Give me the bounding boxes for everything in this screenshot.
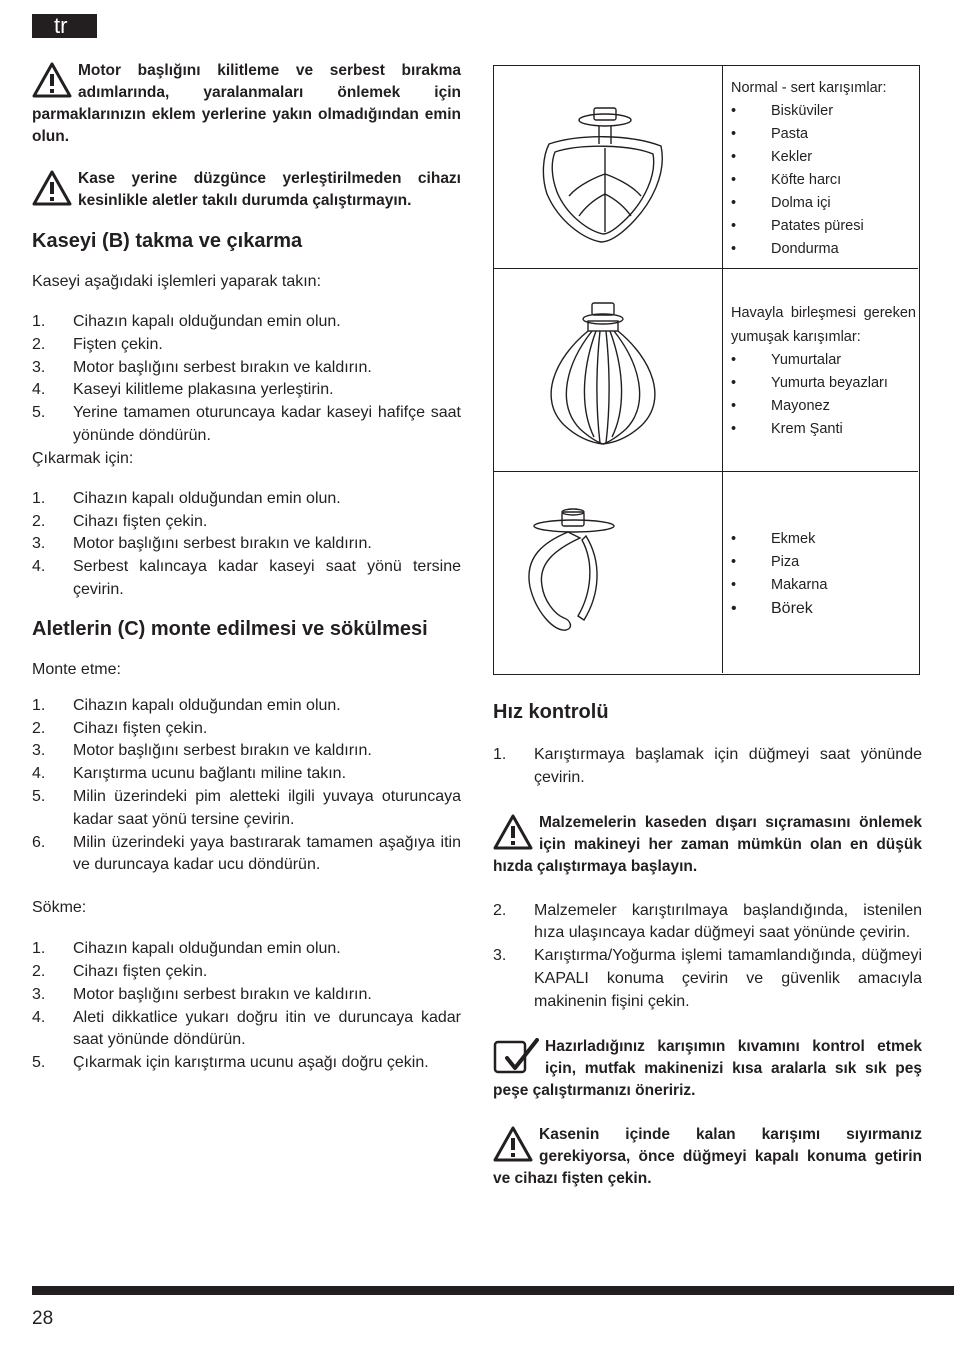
warning-triangle-icon [32,62,72,98]
tools-table [493,65,920,675]
mount-label: Monte etme: [32,660,121,678]
list-item: • Makarna [731,577,828,593]
list-item: • Dondurma [731,241,839,257]
tip-text: Hazırladığınız karışımın kıvamını kontrol etmek için, mutfak makinenizi kısa aralarla sık sık peş peşe çalıştırmanızı öneririz. [493,1037,922,1099]
mount-steps [32,695,461,877]
left-column [32,60,461,1075]
list-item: • Köfte harcı [731,172,842,188]
flat-beater-icon [539,104,669,244]
section-title-speed: Hız kontrolü [493,701,609,723]
tool-uses-heading: Havayla birleşmesi gereken yumuşak karışımlar: [731,305,916,345]
list-item: • Pasta [731,126,809,142]
warning-text: Motor başlığını kilitleme ve serbest bırakma adımlarında, yaralanmaları önlemek için parmaklarınızın eklem yerlerine yakın olmadığından emin olun. [32,62,461,145]
list-item: 6. Milin üzerindeki yaya bastırarak tamamen aşağıya itin ve duruncaya kadar ucu döndürün. [32,833,461,874]
list-item: • Mayonez [731,398,830,414]
tool-uses-list [731,349,916,441]
list-item: • Piza [731,554,800,570]
tool-uses-cell [731,76,916,261]
list-item: 4. Aleti dikkatlice yukarı doğru itin ve duruncaya kadar saat yönünde döndürün. [32,1008,461,1049]
list-item: • Ekmek [731,531,816,547]
list-item: 1. Karıştırmaya başlamak için düğmeyi saat yönünde çevirin. [493,746,922,786]
list-item: 3. Motor başlığını serbest bırakın ve kaldırın. [32,985,372,1003]
section-title-tools: Aletlerin (C) monte edilmesi ve sökülmesi [32,617,428,640]
warning-text: Kasenin içinde kalan karışımı sıyırmanız gerekiyorsa, önce düğmeyi kapalı konuma getirin ve cihazı fişten çekin. [493,1125,922,1187]
tool-uses-heading: Normal - sert karışımlar: [731,80,887,96]
list-item: • Dolma içi [731,195,831,211]
list-item: 5. Çıkarmak için karıştırma ucunu aşağı doğru çekin. [32,1054,429,1072]
list-item: 5. Milin üzerindeki pim aletteki ilgili yuvaya oturuncaya kadar saat yönü tersine çevirin. [32,787,461,828]
tool-uses-cell [731,528,916,620]
tool-uses-cell [731,301,916,441]
speed-step-1 [493,744,922,790]
list-item: 4. Karıştırma ucunu bağlantı miline takın. [32,765,347,783]
list-item: 5. Yerine tamamen oturuncaya kadar kaseyi hafifçe saat yönünde döndürün. [32,404,461,444]
table-row [494,472,918,673]
footer-bar [32,1286,954,1295]
bowl-remove-steps [32,488,461,602]
list-item: 2. Malzemeler karıştırılmaya başlandığında, istenilen hıza ulaşıncaya kadar düğmeyi saat yönünde çevirin. [493,901,922,942]
list-item: 3. Motor başlığını serbest bırakın ve kaldırın. [32,742,372,760]
list-item: 1. Cihazın kapalı olduğundan emin olun. [32,940,341,958]
warning-triangle-icon [32,170,72,206]
remove-label: Sökme: [32,899,87,917]
speed-steps [493,900,922,1014]
bowl-remove-label: Çıkarmak için: [32,449,134,467]
page-number: 28 [32,1308,54,1329]
list-item: • Kekler [731,149,813,165]
list-item: 4. Kaseyi kilitleme plakasına yerleştirin. [32,381,334,399]
section-title-bowl: Kaseyi (B) takma ve çıkarma [32,230,303,252]
list-item: • Bisküviler [731,103,834,119]
warning-splash [493,812,922,878]
list-item: 2. Cihazı fişten çekin. [32,512,208,530]
list-item: 4. Serbest kalıncaya kadar kaseyi saat yönü tersine çevirin. [32,558,461,598]
bowl-intro: Kaseyi aşağıdaki işlemleri yaparak takın: [32,273,322,290]
list-item: • Patates püresi [731,218,864,234]
list-item: 1. Cihazın kapalı olduğundan emin olun. [32,696,341,714]
list-item: • Krem Şanti [731,421,843,437]
list-item: 2. Fişten çekin. [32,335,163,353]
list-item: • Yumurta beyazları [731,375,888,391]
list-item: • Yumurtalar [731,352,842,368]
checkmark-tip-icon [493,1038,539,1076]
list-item: • Börek [731,600,813,617]
tool-uses-list [731,100,916,261]
right-column [493,701,922,1190]
list-item: 2. Cihazı fişten çekin. [32,962,208,980]
tool-uses-list [731,528,916,620]
list-item: 3. Motor başlığını serbest bırakın ve kaldırın. [32,358,372,376]
list-item: 3. Motor başlığını serbest bırakın ve kaldırın. [32,535,372,553]
language-tab: tr [32,14,97,38]
whisk-icon [534,299,674,449]
list-item: 1. Cihazın kapalı olduğundan emin olun. [32,489,341,507]
table-row [494,269,918,472]
warning-triangle-icon [493,1126,533,1162]
remove-steps [32,938,461,1075]
bowl-insert-steps [32,311,461,448]
tool-image-cell [494,269,723,471]
warning-scrape [493,1124,922,1190]
list-item: 1. Cihazın kapalı olduğundan emin olun. [32,313,341,330]
warning-finger-joints [32,60,461,148]
list-item: 3. Karıştırma/Yoğurma işlemi tamamlandığında, düğmeyi KAPALI konuma çevirin ve güvenlik amacıyla makinenin fişini çekin. [493,947,922,1010]
tool-image-cell [494,66,723,268]
warning-text: Malzemelerin kaseden dışarı sıçramasını önlemek için makineyi her zaman mümkün olan en düşük hızda çalıştırmaya başlayın. [493,813,922,875]
table-row [494,66,918,269]
tip-pulse [493,1036,922,1102]
warning-bowl [32,168,461,212]
tool-image-cell [494,472,723,673]
warning-triangle-icon [493,814,533,850]
list-item: 2. Cihazı fişten çekin. [32,719,208,737]
warning-text: Kase yerine düzgünce yerleştirilmeden cihazı kesinlikle aletler takılı durumda çalıştırmayın. [78,170,461,209]
dough-hook-icon [524,502,624,637]
